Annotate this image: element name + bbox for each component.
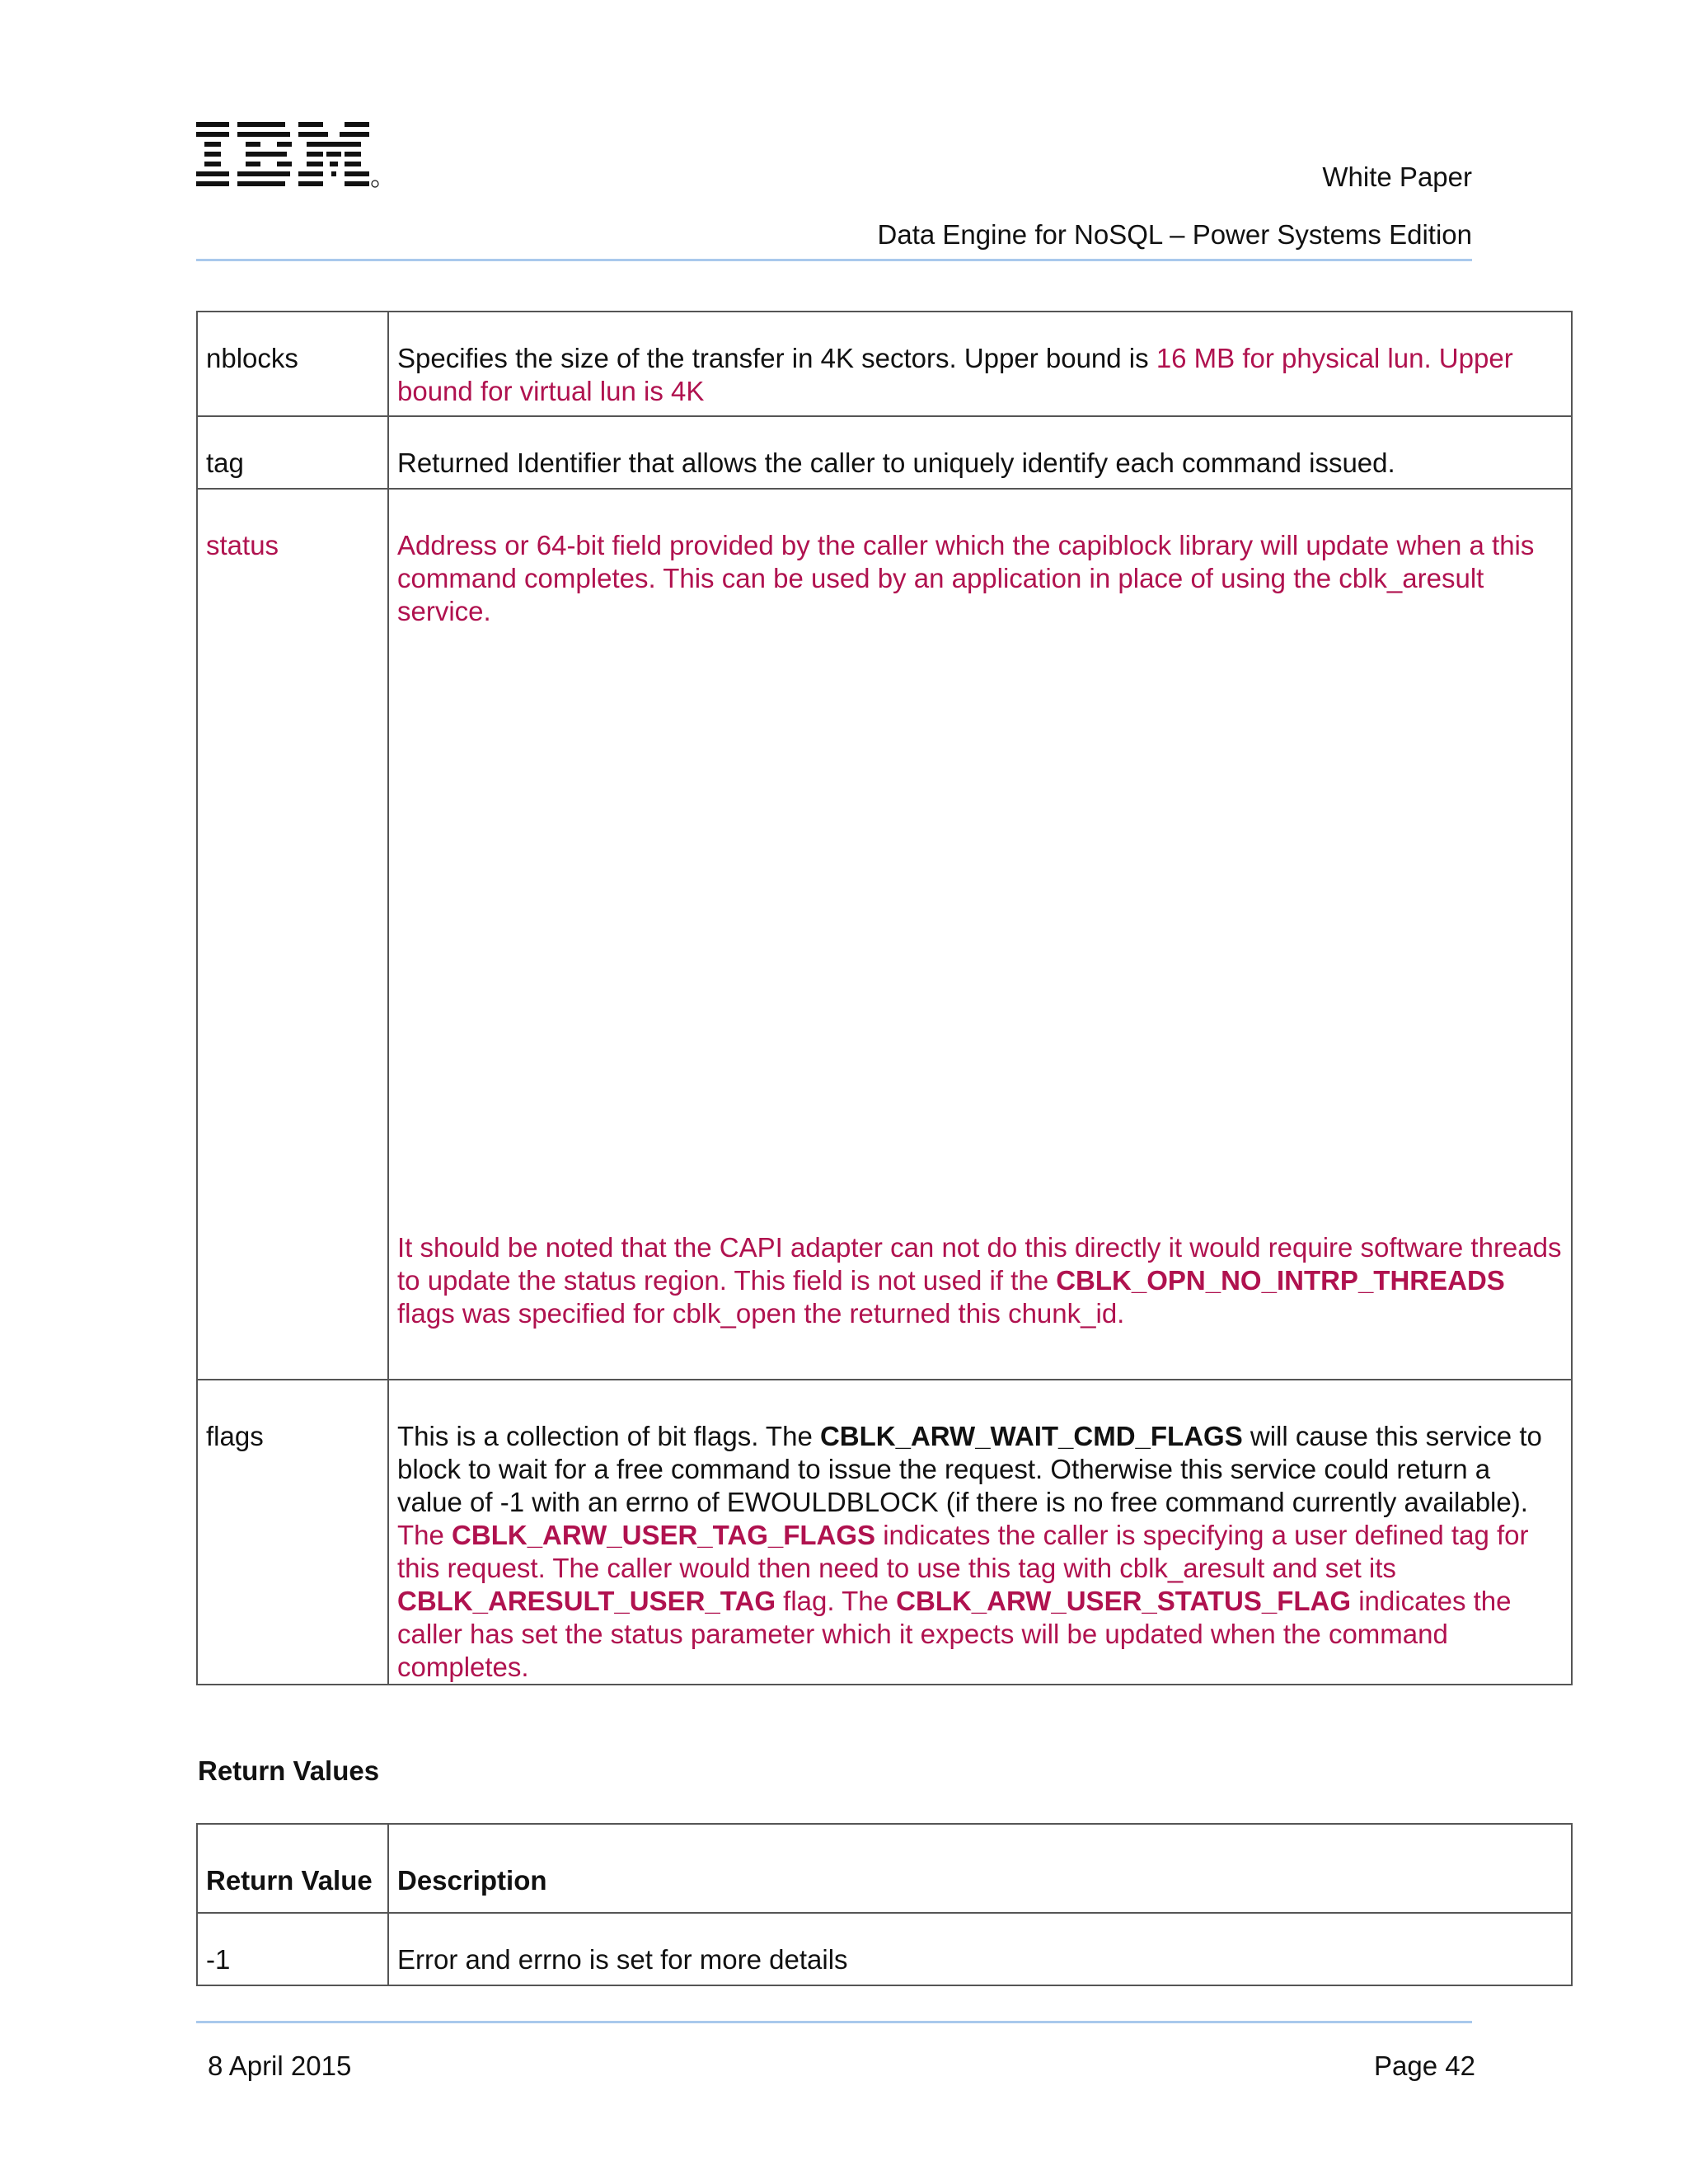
param-name: nblocks [197, 312, 388, 416]
column-header-return-value: Return Value [197, 1824, 388, 1913]
status-description-intro: Address or 64-bit field provided by the caller which the capiblock library will update when a this command completes. This can be used by an application in place of using the cblk_aresult service. [397, 530, 1535, 626]
param-description [388, 489, 1572, 1380]
column-header-description: Description [388, 1824, 1572, 1913]
footer-page-number: Page 42 [1374, 2050, 1475, 2081]
parameters-table [196, 311, 1573, 1685]
return-description: Error and errno is set for more details [388, 1913, 1572, 1985]
table-row [197, 489, 1572, 1380]
param-description: Returned Identifier that allows the caller to uniquely identify each command issued. [388, 416, 1572, 489]
table-row [197, 312, 1572, 416]
footer-date: 8 April 2015 [208, 2050, 352, 2081]
param-name: flags [197, 1380, 388, 1685]
header-doc-title: Data Engine for NoSQL – Power Systems Edition [877, 219, 1472, 250]
return-value: -1 [197, 1913, 388, 1985]
param-name: status [197, 489, 388, 1380]
return-values-table [196, 1823, 1573, 1986]
param-name: tag [197, 416, 388, 489]
ibm-logo [196, 122, 379, 190]
return-values-heading: Return Values [198, 1755, 380, 1786]
status-description-note: It should be noted that the CAPI adapter can not do this directly it would require software threads to update the status region. This field is not used if the CBLK_OPN_NO_INTRP_THREADS flags was specified for cblk_open the returned this chunk_id. [397, 1232, 1562, 1329]
header-divider [196, 259, 1472, 261]
param-description: This is a collection of bit flags. The CBLK_ARW_WAIT_CMD_FLAGS will cause this service to block to wait for a free command to issue the request. Otherwise this service could return a value of -1 with an errno of EWOULDBLOCK (if there is no free command currently available). The CBLK_ARW_USER_TAG_FLAGS indicates the caller is specifying a user defined tag for this request. The caller would then need to use this tag with cblk_aresult and set its CBLK_ARESULT_USER_TAG flag. The CBLK_ARW_USER_STATUS_FLAG indicates the caller has set the status parameter which it expects will be updated when the command completes. [388, 1380, 1572, 1685]
table-header-row [197, 1824, 1572, 1913]
table-row [197, 1380, 1572, 1685]
footer-divider [196, 2021, 1472, 2023]
table-row [197, 1913, 1572, 1985]
header-doc-type: White Paper [1322, 162, 1472, 192]
param-description: Specifies the size of the transfer in 4K sectors. Upper bound is 16 MB for physical lun. Upper bound for virtual lun is 4K [388, 312, 1572, 416]
table-row [197, 416, 1572, 489]
